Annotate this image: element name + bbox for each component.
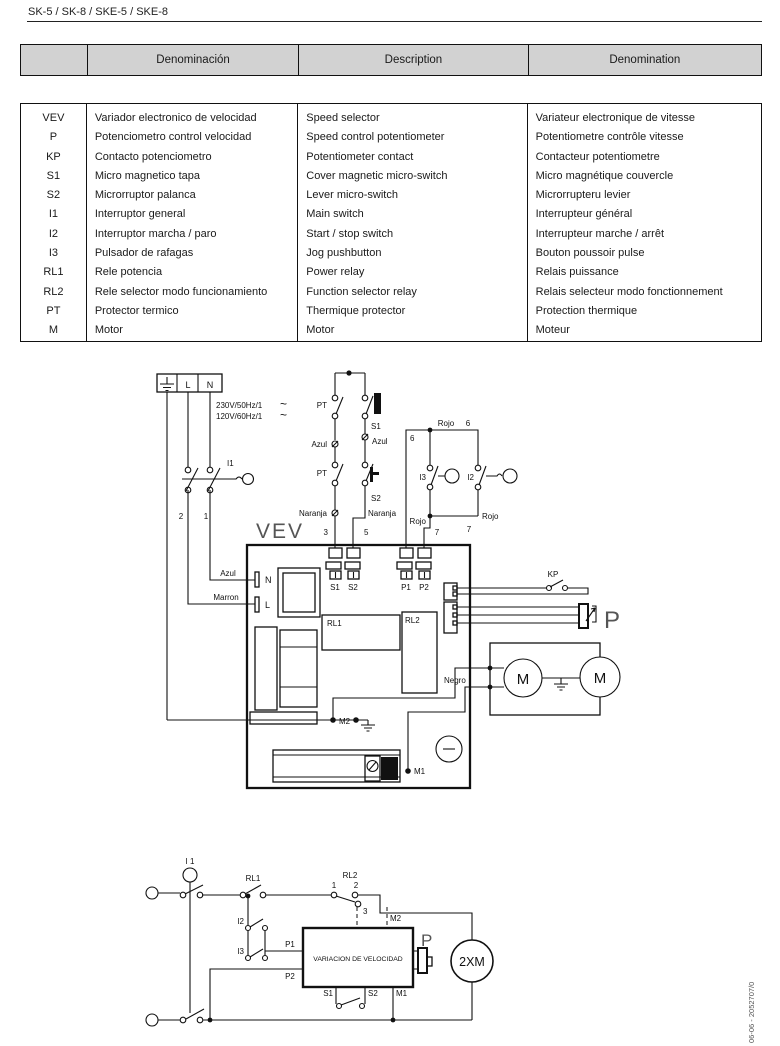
table-cell-fr: Microrrupteru levier — [535, 189, 631, 202]
speed-variation-label: VARIACION DE VELOCIDAD — [313, 956, 403, 963]
azul-wire-label: Azul — [220, 569, 236, 578]
pt-s1-s2-branch — [299, 370, 397, 548]
n-terminal — [255, 572, 259, 587]
marron-wire-label: Marron — [213, 593, 239, 602]
table-cell-code: I3 — [48, 247, 58, 260]
connector-s1-label: S1 — [330, 583, 340, 592]
table-cell-code: PT — [46, 304, 61, 317]
rl2-2-label: 2 — [353, 881, 359, 890]
table-cell-en: Potentiometer contact — [306, 150, 414, 163]
table-cell-en: Function selector relay — [306, 285, 417, 298]
rl2-1-label: 1 — [331, 881, 337, 890]
i1-label-bottom: I 1 — [185, 857, 195, 866]
naranja-connector-label-2: Naranja — [368, 509, 397, 518]
m1-label-bottom: M1 — [396, 989, 408, 998]
i1-indicator-icon — [183, 868, 197, 882]
wire-2-label: 2 — [178, 512, 184, 521]
i1-label: I1 — [227, 459, 234, 468]
s2-label: S2 — [371, 494, 381, 503]
vev-internal-components — [250, 568, 462, 782]
motors-2xm-label: 2XM — [459, 955, 485, 969]
table-cell-es: Microrruptor palanca — [94, 189, 196, 202]
i2-label-bottom: I2 — [237, 917, 244, 926]
main-switch-i1 — [182, 459, 254, 493]
supply-rating-230: 230V/50Hz/1 — [216, 401, 263, 410]
rojo-label-3: Rojo — [482, 512, 499, 521]
table-cell-fr: Variateur electronique de vitesse — [535, 112, 696, 124]
motor-2-label: M — [593, 670, 607, 687]
table-cell-code: VEV — [42, 112, 65, 124]
table-cell-es: Protector termico — [94, 304, 179, 317]
simplified-schematic — [146, 857, 493, 1026]
i2-handle-icon — [503, 469, 517, 483]
kp-circuit — [444, 570, 588, 600]
p-label: P — [604, 607, 621, 634]
table-cell-code: I1 — [48, 208, 58, 221]
rl2-3-label: 3 — [363, 907, 368, 916]
pt-label-2: PT — [316, 469, 327, 478]
table-cell-fr: Interrupteur général — [535, 208, 633, 221]
table-cell-es: Interruptor marcha / paro — [94, 227, 217, 240]
page-title: SK-5 / SK-8 / SKE-5 / SKE-8 — [28, 6, 168, 18]
pt-label: PT — [316, 401, 327, 410]
l-terminal — [255, 597, 259, 612]
terminal-7-label-2: 7 — [466, 525, 472, 534]
rl1-label: RL1 — [327, 619, 342, 628]
s1-s2-contact-bottom — [323, 987, 378, 1009]
table-cell-en: Speed selector — [306, 112, 380, 124]
terminal-3-label: 3 — [323, 528, 328, 537]
ac-symbol: ~ — [280, 397, 288, 411]
main-wiring-diagram — [157, 370, 620, 788]
table-cell-en: Lever micro-switch — [306, 189, 398, 202]
azul-connector-label: Azul — [311, 440, 327, 449]
supply-rating-120: 120V/60Hz/1 — [216, 412, 263, 421]
terminal-n-label: N — [206, 380, 214, 390]
p1-label-bottom: P1 — [285, 940, 295, 949]
table-header-description: Description — [298, 45, 527, 75]
table-cell-es: Rele potencia — [94, 266, 163, 279]
i3-i2-branch — [406, 419, 517, 548]
table-cell-en: Main switch — [306, 208, 364, 221]
i2-i3-parallel — [237, 894, 303, 961]
s2-label-bottom: S2 — [368, 989, 378, 998]
table-cell-code: I2 — [48, 227, 58, 240]
m1-terminal-label: M1 — [414, 767, 426, 776]
rojo-label: Rojo — [437, 419, 455, 428]
table-cell-es: Micro magnetico tapa — [94, 169, 200, 182]
rojo-label-2: Rojo — [409, 517, 426, 526]
table-cell-code: P — [49, 131, 58, 144]
rl2-label-bottom: RL2 — [342, 871, 358, 880]
connector-p2-label: P2 — [419, 583, 429, 592]
rl1-contact — [240, 874, 266, 898]
table-cell-en: Motor — [306, 324, 335, 337]
table-cell-es: Variador electronico de velocidad — [94, 112, 257, 124]
terminal-l-label: L — [185, 380, 191, 390]
i3-label-bottom: I3 — [237, 947, 244, 956]
potentiometer-bottom — [413, 931, 432, 973]
table-cell-code: RL2 — [43, 285, 64, 298]
table-cell-fr: Contacteur potentiometre — [535, 150, 660, 163]
m2-terminal-label: M2 — [339, 717, 351, 726]
table-header-denominacion: Denominación — [87, 45, 298, 75]
motor-assembly — [488, 643, 620, 715]
table-cell-fr: Relais puissance — [535, 266, 619, 279]
i2-label: I2 — [467, 473, 474, 482]
table-cell-en: Cover magnetic micro-switch — [306, 169, 448, 182]
table-cell-en: Speed control potentiometer — [306, 131, 445, 144]
connector-p1-p2 — [397, 548, 431, 592]
rl1-label-bottom: RL1 — [245, 874, 261, 883]
table-cell-en: Jog pushbutton — [306, 247, 382, 260]
i1-switch-bottom — [146, 857, 204, 1026]
table-cell-fr: Potentiometre contrôle vitesse — [535, 131, 684, 144]
connector-p1-label: P1 — [401, 583, 411, 592]
vev-label: VEV — [256, 520, 305, 543]
table-cell-code: S2 — [46, 189, 61, 202]
rl2-label: RL2 — [405, 616, 420, 625]
potentiometer-icon — [579, 604, 588, 628]
azul-connector-label-2: Azul — [372, 437, 388, 446]
table-cell-es: Pulsador de rafagas — [94, 247, 194, 260]
table-cell-en: Thermique protector — [306, 304, 406, 317]
table-cell-fr: Protection thermique — [535, 304, 638, 317]
table-cell-code: M — [48, 324, 58, 337]
s1-label: S1 — [371, 422, 381, 431]
table-cell-fr: Interrupteur marche / arrêt — [535, 227, 665, 240]
table-cell-code: KP — [46, 150, 61, 163]
n-terminal-label: N — [265, 575, 272, 585]
table-cell-fr: Micro magnétique couvercle — [535, 169, 674, 182]
connector-s1-s2 — [326, 548, 360, 592]
document-code: 06-06 - 2052707/0 — [747, 981, 756, 1043]
table-cell-fr: Moteur — [535, 324, 570, 337]
supply-terminal-block — [157, 374, 222, 392]
table-cell-es: Interruptor general — [94, 208, 186, 221]
p-label-bottom: P — [421, 931, 433, 950]
l-terminal-label: L — [265, 600, 271, 610]
s1-label-bottom: S1 — [323, 989, 333, 998]
table-cell-es: Potenciometro control velocidad — [94, 131, 252, 144]
table-cell-code: RL1 — [43, 266, 64, 279]
table-cell-fr: Relais selecteur modo fonctionnement — [535, 285, 723, 298]
p2-label-bottom: P2 — [285, 972, 295, 981]
naranja-connector-label: Naranja — [298, 509, 327, 518]
i3-label: I3 — [419, 473, 426, 482]
rl2-changeover — [331, 871, 368, 916]
table-cell-es: Rele selector modo funcionamiento — [94, 285, 268, 298]
table-cell-en: Power relay — [306, 266, 365, 279]
s1-magnet-icon — [374, 393, 381, 414]
earth-icon — [160, 377, 174, 391]
table-header-denomination: Denomination — [528, 45, 761, 75]
s2-lever-icon — [370, 467, 373, 482]
terminal-6-label: 6 — [410, 434, 415, 443]
m2-label-bottom: M2 — [390, 914, 402, 923]
ac-symbol: ~ — [280, 408, 288, 422]
i3-pushbutton-icon — [445, 469, 459, 483]
connector-s2-label: S2 — [348, 583, 358, 592]
table-cell-es: Motor — [94, 324, 123, 337]
negro-wire-label: Negro — [444, 676, 466, 685]
table-cell-es: Contacto potenciometro — [94, 150, 212, 163]
wire-1-label: 1 — [203, 512, 209, 521]
table-cell-en: Start / stop switch — [306, 227, 394, 240]
terminal-5-label: 5 — [364, 528, 369, 537]
motor-1-label: M — [516, 671, 530, 688]
kp-label: KP — [547, 570, 559, 579]
table-cell-code: S1 — [46, 169, 61, 182]
terminal-7-label: 7 — [434, 528, 440, 537]
earth-icon-3 — [554, 678, 568, 690]
table-cell-fr: Bouton poussoir pulse — [535, 247, 645, 260]
rojo-6-label: 6 — [465, 419, 471, 428]
earth-icon-2 — [361, 720, 375, 731]
